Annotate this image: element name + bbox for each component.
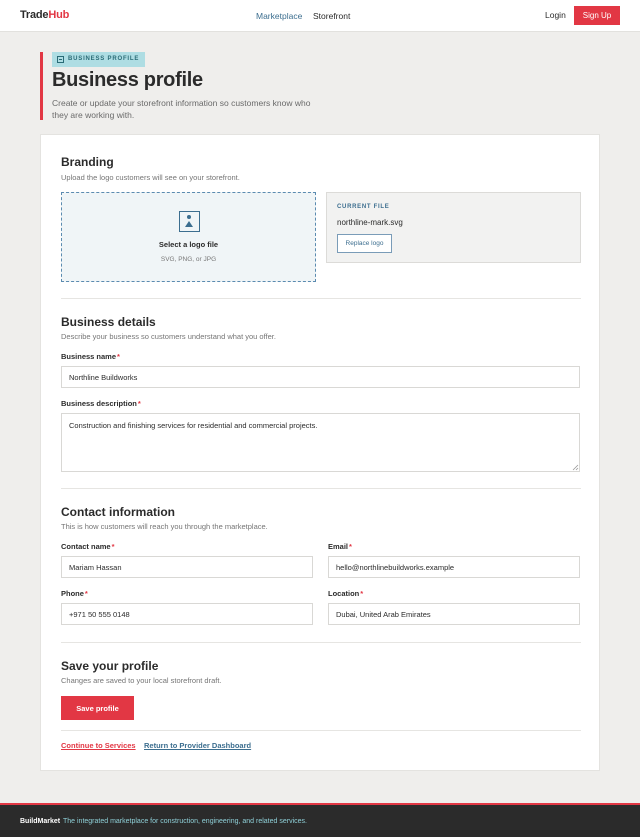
current-file-label: CURRENT FILE [337, 204, 390, 210]
section-divider [61, 642, 581, 643]
login-link[interactable]: Login [545, 10, 566, 20]
section-divider [61, 488, 581, 489]
site-footer [0, 803, 640, 837]
business-details-subtitle: Describe your business so customers understand what you offer. [61, 332, 276, 341]
current-file-name: northline-mark.svg [337, 218, 403, 227]
logo-upload-dropzone[interactable] [61, 192, 316, 282]
hero-accent-bar [40, 52, 43, 120]
nav-link-storefront[interactable]: Storefront [313, 11, 351, 21]
business-name-label: Business name* [61, 352, 120, 361]
business-name-input[interactable] [61, 366, 580, 388]
section-divider [61, 298, 581, 299]
phone-label: Phone* [61, 589, 88, 598]
contact-info-subtitle: This is how customers will reach you through the marketplace. [61, 522, 268, 531]
email-input[interactable] [328, 556, 580, 578]
site-logo[interactable] [20, 9, 69, 21]
save-profile-title: Save your profile [61, 659, 159, 673]
current-file-panel [326, 192, 581, 263]
save-profile-subtitle: Changes are saved to your local storefront draft. [61, 676, 222, 685]
upload-title: Select a logo file [158, 240, 219, 249]
resize-grip-icon[interactable] [572, 464, 579, 471]
page-title: Business profile [52, 69, 203, 91]
branding-title: Branding [61, 155, 114, 169]
replace-logo-button[interactable]: Replace logo [337, 234, 392, 253]
branding-subtitle: Upload the logo customers will see on your storefront. [61, 173, 240, 182]
contact-name-input[interactable] [61, 556, 313, 578]
page-badge-label: BUSINESS PROFILE [68, 56, 140, 62]
contact-info-title: Contact information [61, 505, 175, 519]
signup-button[interactable]: Sign Up [574, 6, 620, 25]
logo-text-trade: Trade [20, 9, 49, 21]
email-label: Email* [328, 542, 352, 551]
business-description-label: Business description* [61, 399, 141, 408]
page-badge [52, 52, 145, 67]
upload-hint: SVG, PNG, or JPG [160, 256, 217, 263]
return-to-dashboard-link[interactable]: Return to Provider Dashboard [144, 741, 252, 750]
location-label: Location* [328, 589, 364, 598]
image-upload-icon [179, 211, 200, 232]
location-input[interactable] [328, 603, 580, 625]
contact-name-label: Contact name* [61, 542, 115, 551]
phone-input[interactable] [61, 603, 313, 625]
nav-link-marketplace[interactable]: Marketplace [256, 11, 303, 21]
save-profile-button[interactable]: Save profile [61, 696, 134, 720]
business-details-title: Business details [61, 315, 156, 329]
business-description-textarea[interactable] [61, 413, 580, 472]
footer-tagline: The integrated marketplace for construction, engineering, and related services. [63, 818, 307, 825]
section-divider [61, 730, 581, 731]
top-navigation-bar [0, 0, 640, 32]
page-subtitle: Create or update your storefront information so customers know who they are working with. [52, 98, 311, 120]
profile-card-icon [57, 56, 64, 63]
profile-form-card [40, 134, 600, 771]
logo-text-hub: Hub [48, 9, 70, 21]
footer-brand: BuildMarket [20, 818, 61, 825]
continue-to-services-link[interactable]: Continue to Services [61, 741, 136, 750]
